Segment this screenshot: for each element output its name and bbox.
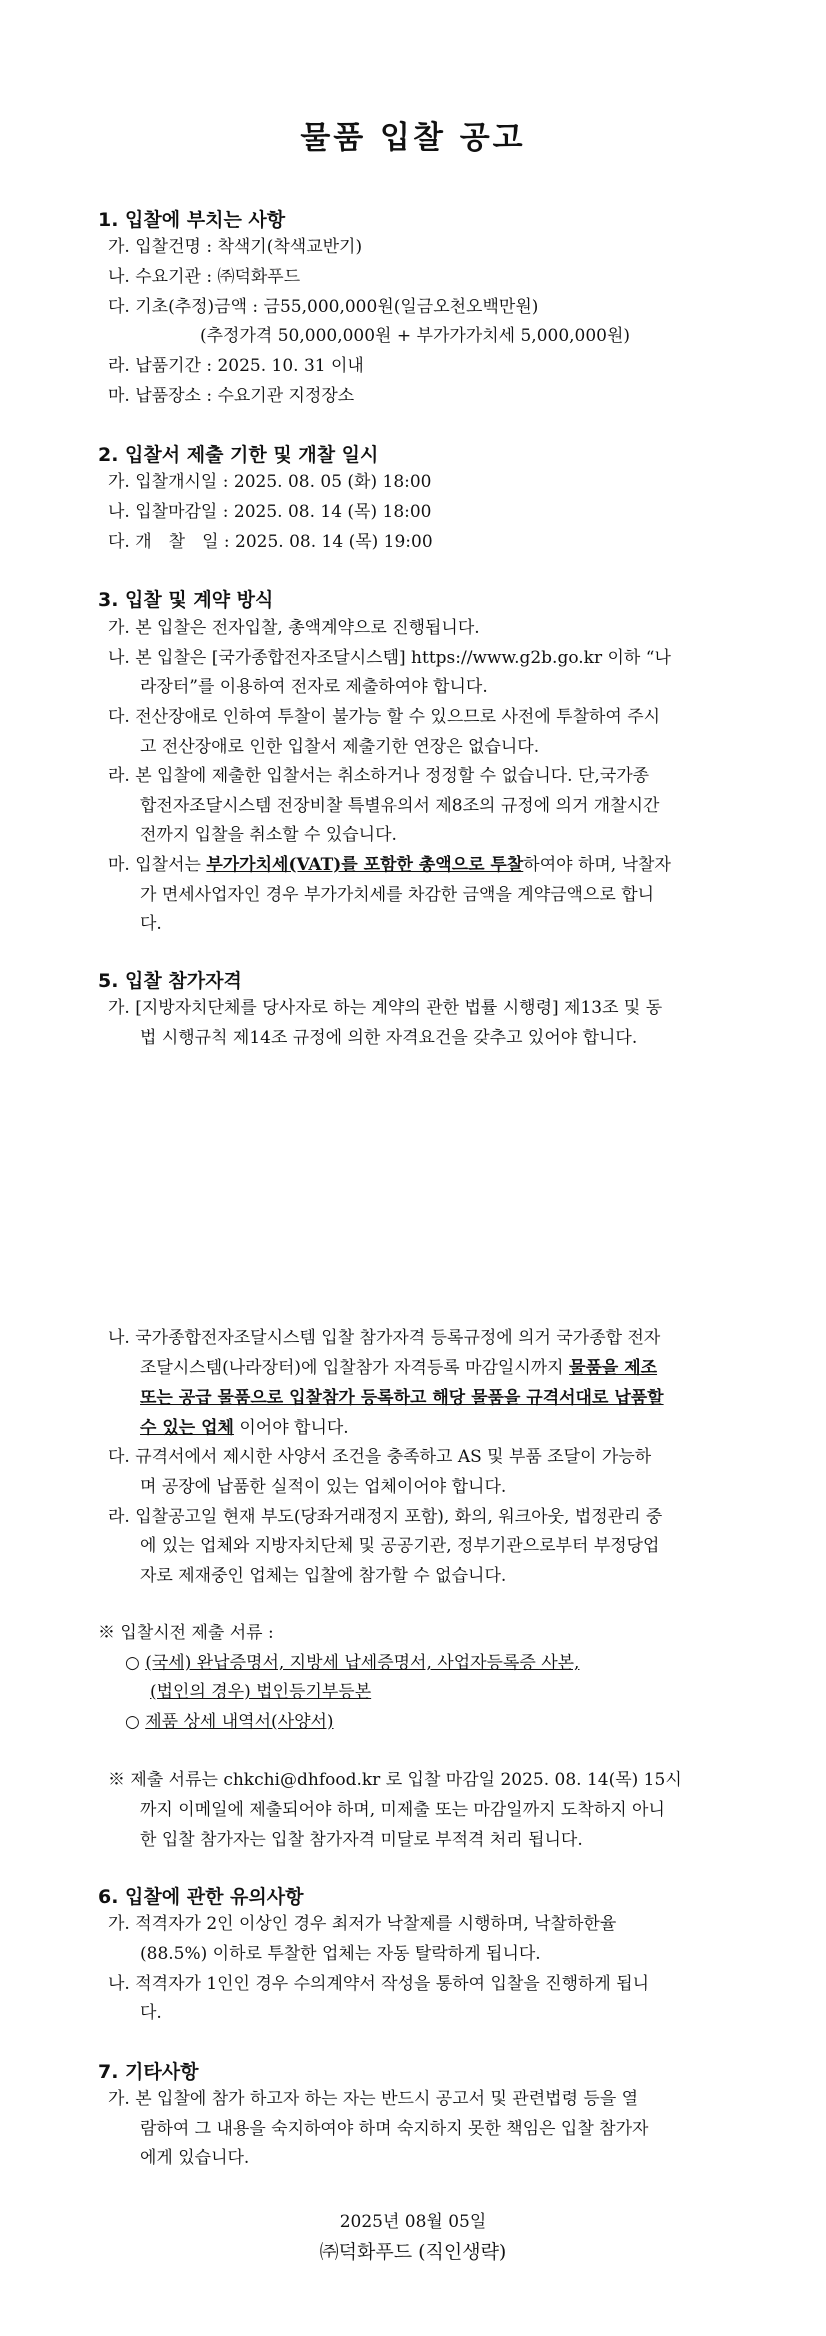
s3-ma-emphasis: 부가가치세(VAT)를 포함한 총액으로 투찰 [206,855,524,875]
s5-na-line4 [140,1418,349,1438]
s5-na-line2-emphasis: 물품을 제조 [569,1358,658,1378]
docs-heading: ※ 입찰시전 제출 서류 : [98,1623,274,1643]
docs-note-line2: 까지 이메일에 제출되어야 하며, 미제출 또는 마감일까지 도착하지 아니 [140,1800,665,1820]
s3-ra-line3: 전까지 입찰을 취소할 수 있습니다. [140,825,397,845]
s5-ra-line1: 라. 입찰공고일 현재 부도(당좌거래정지 포함), 화의, 워크아웃, 법정관리 중 [108,1507,663,1527]
section-6-heading: 6. 입찰에 관한 유의사항 [98,1886,304,1908]
s1-item-agency: 나. 수요기관 : ㈜덕화푸드 [108,267,301,287]
docs-item-1 [125,1653,579,1673]
s3-na-line1: 나. 본 입찰은 [국가종합전자조달시스템] https://www.g2b.go.kr 이하 “나 [108,648,671,668]
docs-item-1-line2 [150,1682,371,1702]
s3-ra-line2: 합전자조달시스템 전장비찰 특별유의서 제8조의 규정에 의거 개찰시간 [140,796,660,816]
s5-da-line1: 다. 규격서에서 제시한 사양서 조건을 충족하고 AS 및 부품 조달이 가능하 [108,1447,652,1467]
s2-opening: 다. 개 찰 일 : 2025. 08. 14 (목) 19:00 [108,532,433,552]
s3-ma-line2: 가 면세사업자인 경우 부가가치세를 차감한 금액을 계약금액으로 합니 [140,885,655,905]
circle-icon: ○ [125,1653,146,1673]
section-5-heading: 5. 입찰 참가자격 [98,970,242,992]
s5-da-line2: 며 공장에 납품한 실적이 있는 업체이어야 합니다. [140,1477,507,1497]
s5-na-line2 [140,1358,657,1378]
docs-note-line3: 한 입찰 참가자는 입찰 참가자격 미달로 부적격 처리 됩니다. [140,1830,583,1850]
s3-na-line2: 라장터”를 이용하여 전자로 제출하여야 합니다. [140,677,488,697]
announcement-date: 2025년 08월 05일 [339,2212,487,2232]
s1-item-amount-detail: (추정가격 50,000,000원 + 부가가가치세 5,000,000원) [200,326,631,346]
s1-item-delivery-period: 라. 납품기간 : 2025. 10. 31 이내 [108,356,364,376]
s5-na-line3: 또는 공급 물품으로 입찰참가 등록하고 해당 물품을 규격서대로 납품할 [140,1388,664,1408]
section-1-heading: 1. 입찰에 부치는 사항 [98,209,286,231]
s3-ma-suffix: 하여야 하며, 낙찰자 [523,855,671,875]
page-title: 물품 입찰 공고 [300,120,526,156]
s5-na-line2-text: 조달시스템(나라장터)에 입찰참가 자격등록 마감일시까지 [140,1358,570,1378]
s1-item-delivery-place: 마. 납품장소 : 수요기관 지정장소 [108,386,355,406]
s7-ga-line3: 에게 있습니다. [140,2148,250,2168]
s1-item-name: 가. 입찰건명 : 착색기(착색교반기) [108,237,363,257]
s3-ma-prefix: 마. 입찰서는 [108,855,207,875]
docs-note-line1: ※ 제출 서류는 chkchi@dhfood.kr 로 입찰 마감일 2025. 08. 14(목) 15시 [108,1770,682,1790]
docs-item-2-text: 제품 상세 내역서(사양서) [145,1712,334,1732]
s1-item-amount: 다. 기초(추정)금액 : 금55,000,000원(일금오천오백만원) [108,297,539,317]
s3-da-line2: 고 전산장애로 인한 입찰서 제출기한 연장은 없습니다. [140,737,540,757]
s3-ra-line1: 라. 본 입찰에 제출한 입찰서는 취소하거나 정정할 수 없습니다. 단,국가종 [108,766,650,786]
s7-ga-line1: 가. 본 입찰에 참가 하고자 하는 자는 반드시 공고서 및 관련법령 등을 열 [108,2089,639,2109]
s3-ma-line1 [108,855,671,875]
s6-ga-line2: (88.5%) 이하로 투찰한 업체는 자동 탈락하게 됩니다. [140,1944,541,1964]
docs-item-2 [125,1712,334,1732]
s3-ma-line3: 다. [140,914,162,934]
s2-bid-end: 나. 입찰마감일 : 2025. 08. 14 (목) 18:00 [108,502,432,522]
section-7-heading: 7. 기타사항 [98,2061,199,2083]
s3-da-line1: 다. 전산장애로 인하여 투찰이 불가능 할 수 있으므로 사전에 투찰하여 주시 [108,707,661,727]
s5-na-line4-text: 이어야 합니다. [233,1418,349,1438]
s3-ga: 가. 본 입찰은 전자입찰, 총액계약으로 진행됩니다. [108,618,480,638]
docs-item-1-text: (국세) 완납증명서, 지방세 납세증명서, 사업자등록증 사본, [145,1653,580,1673]
s2-bid-start: 가. 입찰개시일 : 2025. 08. 05 (화) 18:00 [108,472,432,492]
s6-na-line2: 다. [140,2003,162,2023]
s7-ga-line2: 람하여 그 내용을 숙지하여야 하며 숙지하지 못한 책임은 입찰 참가자 [140,2119,649,2139]
section-2-heading: 2. 입찰서 제출 기한 및 개찰 일시 [98,444,379,466]
s5-na-line4-emphasis: 수 있는 업체 [140,1418,234,1438]
circle-icon: ○ [125,1712,146,1732]
section-3-heading: 3. 입찰 및 계약 방식 [98,589,274,611]
docs-item-1-text2: (법인의 경우) 법인등기부등본 [150,1682,372,1702]
s5-ga-line2: 법 시행규칙 제14조 규정에 의한 자격요건을 갖추고 있어야 합니다. [140,1028,638,1048]
s6-na-line1: 나. 적격자가 1인인 경우 수의계약서 작성을 통하여 입찰을 진행하게 됩니 [108,1974,650,1994]
issuer-name: ㈜덕화푸드 (직인생략) [319,2241,507,2263]
s5-ra-line2: 에 있는 업체와 지방자치단체 및 공공기관, 정부기관으로부터 부정당업 [140,1536,660,1556]
s5-ra-line3: 자로 제재중인 업체는 입찰에 참가할 수 없습니다. [140,1566,507,1586]
s6-ga-line1: 가. 적격자가 2인 이상인 경우 최저가 낙찰제를 시행하며, 낙찰하한율 [108,1914,617,1934]
s5-na-line1: 나. 국가종합전자조달시스템 입찰 참가자격 등록규정에 의거 국가종합 전자 [108,1328,661,1348]
s5-ga-line1: 가. [지방자치단체를 당사자로 하는 계약의 관한 법률 시행령] 제13조 및 동 [108,998,663,1018]
